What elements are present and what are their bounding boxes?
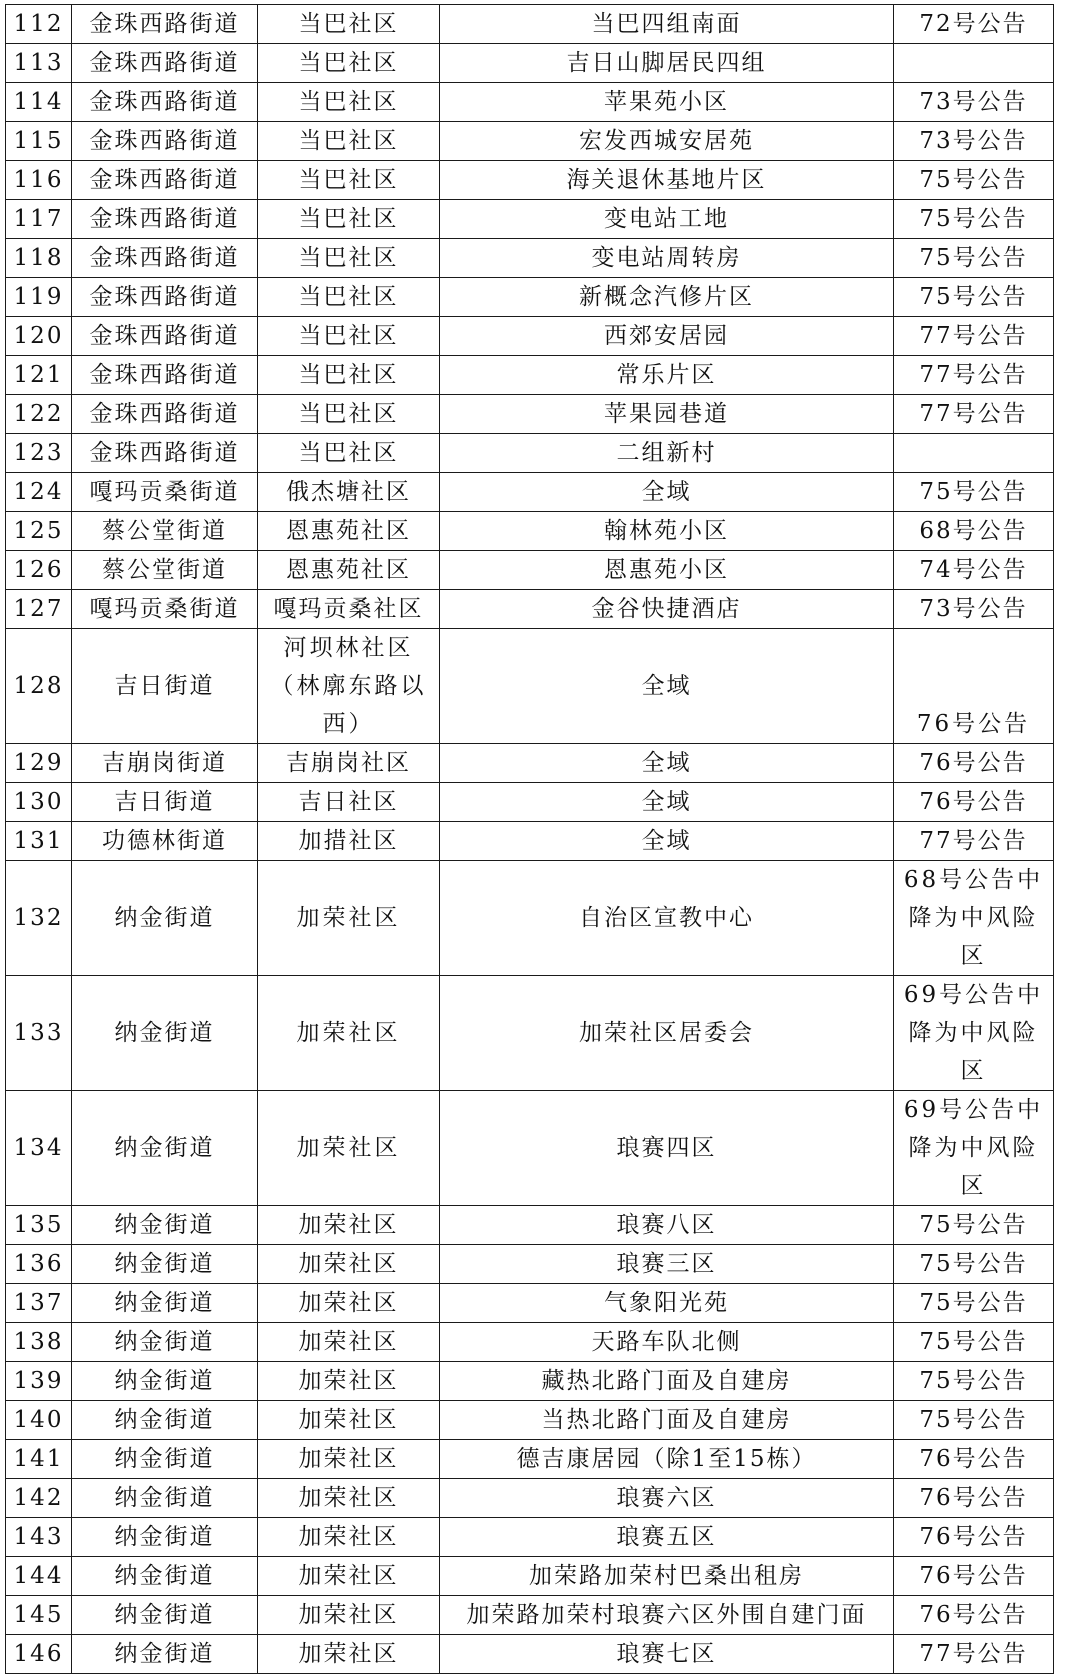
place-cell: 恩惠苑小区 [440,551,894,590]
table-row [6,434,1054,473]
place-cell: 自治区宣教中心 [440,861,894,976]
community-cell: 河坝林社区（林廓东路以西） [258,629,440,744]
table-row [6,861,1054,976]
street-cell: 纳金街道 [72,1245,258,1284]
community-cell: 加荣社区 [258,1206,440,1245]
street-cell: 纳金街道 [72,1479,258,1518]
community-cell: 当巴社区 [258,434,440,473]
community-cell: 俄杰塘社区 [258,473,440,512]
table-row [6,1557,1054,1596]
row-number-cell: 126 [6,551,72,590]
street-cell: 金珠西路街道 [72,278,258,317]
table-row [6,551,1054,590]
notice-cell: 75号公告 [894,1206,1054,1245]
notice-cell: 75号公告 [894,1245,1054,1284]
street-cell: 纳金街道 [72,1440,258,1479]
table-body [6,5,1054,1674]
row-number-cell: 132 [6,861,72,976]
row-number-cell: 125 [6,512,72,551]
table-row [6,395,1054,434]
row-number-cell: 118 [6,239,72,278]
notice-cell: 76号公告 [894,1440,1054,1479]
row-number-cell: 141 [6,1440,72,1479]
table-row [6,1596,1054,1635]
community-cell: 恩惠苑社区 [258,512,440,551]
table-row [6,122,1054,161]
community-cell: 加荣社区 [258,976,440,1091]
table-row [6,200,1054,239]
row-number-cell: 142 [6,1479,72,1518]
place-cell: 吉日山脚居民四组 [440,44,894,83]
place-cell: 变电站工地 [440,200,894,239]
row-number-cell: 138 [6,1323,72,1362]
community-cell: 当巴社区 [258,44,440,83]
street-cell: 金珠西路街道 [72,200,258,239]
street-cell: 纳金街道 [72,1596,258,1635]
place-cell: 海关退休基地片区 [440,161,894,200]
place-cell: 琅赛四区 [440,1091,894,1206]
street-cell: 纳金街道 [72,1091,258,1206]
row-number-cell: 114 [6,83,72,122]
table-row [6,473,1054,512]
row-number-cell: 143 [6,1518,72,1557]
street-cell: 金珠西路街道 [72,239,258,278]
table-row [6,1091,1054,1206]
street-cell: 纳金街道 [72,1401,258,1440]
community-cell: 加荣社区 [258,1596,440,1635]
street-cell: 纳金街道 [72,1206,258,1245]
place-cell: 琅赛三区 [440,1245,894,1284]
place-cell: 琅赛五区 [440,1518,894,1557]
place-cell: 金谷快捷酒店 [440,590,894,629]
notice-cell: 76号公告 [894,1518,1054,1557]
place-cell: 当热北路门面及自建房 [440,1401,894,1440]
table-row [6,1401,1054,1440]
community-cell: 当巴社区 [258,239,440,278]
row-number-cell: 115 [6,122,72,161]
table-row [6,5,1054,44]
community-cell: 加荣社区 [258,1401,440,1440]
row-number-cell: 146 [6,1635,72,1674]
notice-cell: 68号公告中降为中风险区 [894,861,1054,976]
row-number-cell: 121 [6,356,72,395]
place-cell: 苹果苑小区 [440,83,894,122]
notice-cell: 69号公告中降为中风险区 [894,976,1054,1091]
notice-cell: 76号公告 [894,744,1054,783]
street-cell: 嘎玛贡桑街道 [72,590,258,629]
place-cell: 藏热北路门面及自建房 [440,1362,894,1401]
notice-cell [894,44,1054,83]
table-row [6,239,1054,278]
row-number-cell: 122 [6,395,72,434]
place-cell: 琅赛六区 [440,1479,894,1518]
row-number-cell: 137 [6,1284,72,1323]
place-cell: 全域 [440,822,894,861]
row-number-cell: 135 [6,1206,72,1245]
community-cell: 加荣社区 [258,1440,440,1479]
notice-cell: 73号公告 [894,590,1054,629]
community-cell: 当巴社区 [258,200,440,239]
street-cell: 纳金街道 [72,1362,258,1401]
place-cell: 苹果园巷道 [440,395,894,434]
place-cell: 宏发西城安居苑 [440,122,894,161]
table-row [6,161,1054,200]
notice-cell: 76号公告 [894,1479,1054,1518]
row-number-cell: 127 [6,590,72,629]
community-cell: 当巴社区 [258,161,440,200]
place-cell: 加荣路加荣村巴桑出租房 [440,1557,894,1596]
notice-cell: 76号公告 [894,1596,1054,1635]
community-cell: 加荣社区 [258,1635,440,1674]
street-cell: 金珠西路街道 [72,161,258,200]
community-cell: 加荣社区 [258,1245,440,1284]
row-number-cell: 117 [6,200,72,239]
notice-cell: 77号公告 [894,1635,1054,1674]
table-row [6,278,1054,317]
community-cell: 当巴社区 [258,83,440,122]
place-cell: 变电站周转房 [440,239,894,278]
place-cell: 全域 [440,783,894,822]
notice-cell: 75号公告 [894,1401,1054,1440]
row-number-cell: 119 [6,278,72,317]
community-cell: 加荣社区 [258,1091,440,1206]
row-number-cell: 113 [6,44,72,83]
row-number-cell: 120 [6,317,72,356]
row-number-cell: 130 [6,783,72,822]
place-cell: 常乐片区 [440,356,894,395]
community-cell: 嘎玛贡桑社区 [258,590,440,629]
notice-cell: 76号公告 [894,1557,1054,1596]
table-row [6,783,1054,822]
street-cell: 吉崩岗街道 [72,744,258,783]
row-number-cell: 128 [6,629,72,744]
notice-cell: 75号公告 [894,1284,1054,1323]
table-row [6,44,1054,83]
notice-cell: 72号公告 [894,5,1054,44]
community-cell: 加荣社区 [258,1323,440,1362]
risk-area-table [5,4,1054,1674]
row-number-cell: 136 [6,1245,72,1284]
notice-cell: 76号公告 [894,629,1054,744]
table-row [6,1440,1054,1479]
place-cell: 新概念汽修片区 [440,278,894,317]
street-cell: 金珠西路街道 [72,122,258,161]
community-cell: 加荣社区 [258,1518,440,1557]
notice-cell: 68号公告 [894,512,1054,551]
street-cell: 功德林街道 [72,822,258,861]
row-number-cell: 144 [6,1557,72,1596]
street-cell: 金珠西路街道 [72,44,258,83]
table-row [6,317,1054,356]
table-row [6,1245,1054,1284]
place-cell: 琅赛七区 [440,1635,894,1674]
table-row [6,83,1054,122]
table-row [6,744,1054,783]
community-cell: 吉日社区 [258,783,440,822]
row-number-cell: 134 [6,1091,72,1206]
place-cell: 加荣社区居委会 [440,976,894,1091]
street-cell: 纳金街道 [72,861,258,976]
community-cell: 当巴社区 [258,5,440,44]
table-row [6,1323,1054,1362]
table-row [6,356,1054,395]
place-cell: 翰林苑小区 [440,512,894,551]
notice-cell: 75号公告 [894,1323,1054,1362]
notice-cell: 75号公告 [894,473,1054,512]
table-row [6,629,1054,744]
notice-cell: 75号公告 [894,200,1054,239]
place-cell: 全域 [440,744,894,783]
community-cell: 当巴社区 [258,122,440,161]
place-cell: 琅赛八区 [440,1206,894,1245]
street-cell: 吉日街道 [72,629,258,744]
community-cell: 吉崩岗社区 [258,744,440,783]
row-number-cell: 140 [6,1401,72,1440]
table-row [6,1479,1054,1518]
table-row [6,1284,1054,1323]
notice-cell: 77号公告 [894,317,1054,356]
street-cell: 纳金街道 [72,976,258,1091]
notice-cell: 75号公告 [894,239,1054,278]
place-cell: 气象阳光苑 [440,1284,894,1323]
place-cell: 当巴四组南面 [440,5,894,44]
street-cell: 金珠西路街道 [72,395,258,434]
place-cell: 全域 [440,473,894,512]
street-cell: 吉日街道 [72,783,258,822]
notice-cell: 75号公告 [894,278,1054,317]
community-cell: 加荣社区 [258,1479,440,1518]
street-cell: 蔡公堂街道 [72,551,258,590]
table-row [6,822,1054,861]
street-cell: 纳金街道 [72,1518,258,1557]
street-cell: 纳金街道 [72,1323,258,1362]
row-number-cell: 145 [6,1596,72,1635]
community-cell: 加荣社区 [258,1284,440,1323]
row-number-cell: 124 [6,473,72,512]
notice-cell: 73号公告 [894,83,1054,122]
place-cell: 二组新村 [440,434,894,473]
place-cell: 天路车队北侧 [440,1323,894,1362]
notice-cell: 69号公告中降为中风险区 [894,1091,1054,1206]
row-number-cell: 139 [6,1362,72,1401]
street-cell: 金珠西路街道 [72,356,258,395]
place-cell: 加荣路加荣村琅赛六区外围自建门面 [440,1596,894,1635]
place-cell: 全域 [440,629,894,744]
street-cell: 嘎玛贡桑街道 [72,473,258,512]
table-row [6,590,1054,629]
community-cell: 当巴社区 [258,356,440,395]
street-cell: 金珠西路街道 [72,83,258,122]
table-row [6,512,1054,551]
row-number-cell: 131 [6,822,72,861]
notice-cell: 77号公告 [894,822,1054,861]
street-cell: 金珠西路街道 [72,5,258,44]
community-cell: 当巴社区 [258,278,440,317]
street-cell: 纳金街道 [72,1635,258,1674]
street-cell: 金珠西路街道 [72,434,258,473]
community-cell: 加荣社区 [258,1557,440,1596]
street-cell: 纳金街道 [72,1557,258,1596]
place-cell: 西郊安居园 [440,317,894,356]
row-number-cell: 112 [6,5,72,44]
street-cell: 纳金街道 [72,1284,258,1323]
notice-cell: 77号公告 [894,356,1054,395]
community-cell: 当巴社区 [258,317,440,356]
community-cell: 加措社区 [258,822,440,861]
row-number-cell: 123 [6,434,72,473]
notice-cell: 74号公告 [894,551,1054,590]
place-cell: 德吉康居园（除1至15栋） [440,1440,894,1479]
table-row [6,1635,1054,1674]
community-cell: 当巴社区 [258,395,440,434]
notice-cell: 76号公告 [894,783,1054,822]
table-row [6,976,1054,1091]
notice-cell: 77号公告 [894,395,1054,434]
notice-cell: 73号公告 [894,122,1054,161]
table-row [6,1362,1054,1401]
community-cell: 加荣社区 [258,1362,440,1401]
row-number-cell: 116 [6,161,72,200]
community-cell: 恩惠苑社区 [258,551,440,590]
table-row [6,1518,1054,1557]
notice-cell: 75号公告 [894,161,1054,200]
street-cell: 金珠西路街道 [72,317,258,356]
table-row [6,1206,1054,1245]
street-cell: 蔡公堂街道 [72,512,258,551]
community-cell: 加荣社区 [258,861,440,976]
notice-cell: 75号公告 [894,1362,1054,1401]
row-number-cell: 129 [6,744,72,783]
notice-cell [894,434,1054,473]
row-number-cell: 133 [6,976,72,1091]
